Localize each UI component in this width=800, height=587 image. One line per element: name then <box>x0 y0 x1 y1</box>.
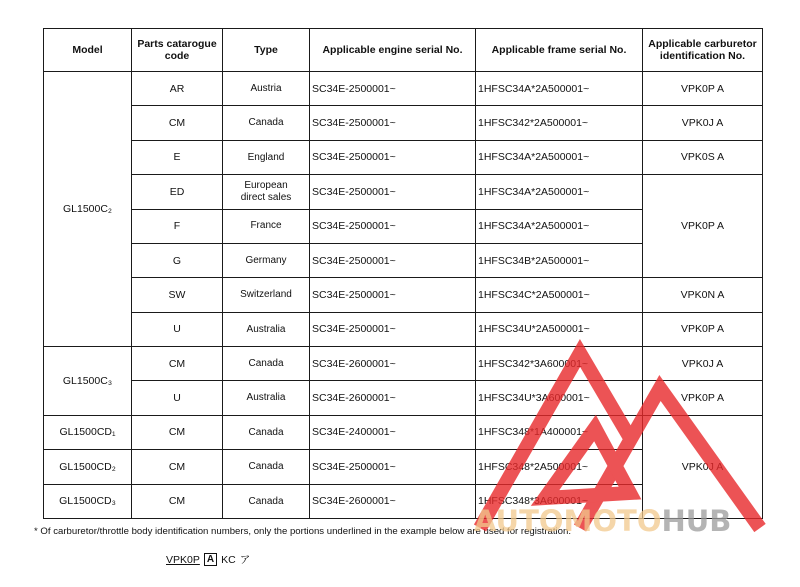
example-boxed-letter: A <box>204 553 217 566</box>
type-cell: England <box>223 140 310 174</box>
frame-serial-cell: 1HFSC34A*2A500001~ <box>476 72 643 106</box>
watermark-text-a: AUTOMOTO <box>474 504 662 538</box>
carburetor-id-cell: VPK0J A <box>643 415 763 518</box>
frame-serial-cell: 1HFSC34A*2A500001~ <box>476 175 643 209</box>
code-cell: E <box>132 140 223 174</box>
carburetor-id-cell: VPK0P A <box>643 312 763 346</box>
frame-serial-cell: 1HFSC34B*2A500001~ <box>476 243 643 277</box>
code-cell: U <box>132 312 223 346</box>
type-cell: Canada <box>223 450 310 484</box>
engine-serial-cell: SC34E-2400001~ <box>310 415 476 449</box>
frame-serial-cell: 1HFSC34U*2A500001~ <box>476 312 643 346</box>
code-cell: CM <box>132 106 223 140</box>
carburetor-id-cell: VPK0S A <box>643 140 763 174</box>
table-row <box>44 140 763 174</box>
carburetor-id-cell: VPK0J A <box>643 106 763 140</box>
type-cell: Austria <box>223 72 310 106</box>
type-cell: Canada <box>223 484 310 519</box>
model-cell: GL1500CD₃ <box>44 484 132 519</box>
table-row <box>44 175 763 209</box>
engine-serial-cell: SC34E-2500001~ <box>310 450 476 484</box>
code-cell: CM <box>132 347 223 381</box>
code-cell: ED <box>132 175 223 209</box>
type-cell: Canada <box>223 106 310 140</box>
header-engine-serial: Applicable engine serial No. <box>310 29 476 72</box>
type-cell: Australia <box>223 381 310 415</box>
type-cell: France <box>223 209 310 243</box>
model-cell: GL1500CD₂ <box>44 450 132 484</box>
table-row <box>44 415 763 449</box>
carburetor-id-cell: VPK0P A <box>643 175 763 278</box>
engine-serial-cell: SC34E-2600001~ <box>310 347 476 381</box>
type-cell: Australia <box>223 312 310 346</box>
type-cell: Canada <box>223 347 310 381</box>
engine-serial-cell: SC34E-2500001~ <box>310 312 476 346</box>
code-cell: CM <box>132 484 223 519</box>
engine-serial-cell: SC34E-2500001~ <box>310 278 476 312</box>
model-cell: GL1500C₂ <box>44 72 132 347</box>
engine-serial-cell: SC34E-2600001~ <box>310 381 476 415</box>
code-cell: AR <box>132 72 223 106</box>
carburetor-id-cell: VPK0P A <box>643 72 763 106</box>
watermark-text <box>474 504 731 538</box>
table-row <box>44 72 763 106</box>
code-cell: F <box>132 209 223 243</box>
frame-serial-cell: 1HFSC34C*2A500001~ <box>476 278 643 312</box>
table-header-row <box>44 29 763 72</box>
footnote: * Of carburetor/throttle body identification numbers, only the portions underlined in the example below are used for registration. <box>34 526 572 537</box>
table-row <box>44 381 763 415</box>
model-cell: GL1500CD₁ <box>44 415 132 449</box>
header-carburetor-id: Applicable carburetor identification No. <box>643 29 763 72</box>
engine-serial-cell: SC34E-2500001~ <box>310 72 476 106</box>
engine-serial-cell: SC34E-2500001~ <box>310 243 476 277</box>
table-row <box>44 106 763 140</box>
carburetor-id-cell: VPK0N A <box>643 278 763 312</box>
frame-serial-cell: 1HFSC348*2A500001~ <box>476 450 643 484</box>
vehicle-identification-table <box>43 28 763 519</box>
frame-serial-cell: 1HFSC348*1A400001~ <box>476 415 643 449</box>
frame-serial-cell: 1HFSC348*3A600001~ <box>476 484 643 519</box>
engine-serial-cell: SC34E-2500001~ <box>310 175 476 209</box>
header-parts-code: Parts catarogue code <box>132 29 223 72</box>
frame-serial-cell: 1HFSC342*3A600001~ <box>476 347 643 381</box>
engine-serial-cell: SC34E-2500001~ <box>310 106 476 140</box>
code-cell: CM <box>132 450 223 484</box>
example-underlined-part: VPK0P <box>166 553 200 566</box>
table-row <box>44 347 763 381</box>
engine-serial-cell: SC34E-2600001~ <box>310 484 476 519</box>
frame-serial-cell: 1HFSC342*2A500001~ <box>476 106 643 140</box>
code-cell: U <box>132 381 223 415</box>
engine-serial-cell: SC34E-2500001~ <box>310 140 476 174</box>
code-cell: G <box>132 243 223 277</box>
table-row <box>44 312 763 346</box>
type-cell: Canada <box>223 415 310 449</box>
header-frame-serial: Applicable frame serial No. <box>476 29 643 72</box>
table-row <box>44 278 763 312</box>
code-cell: SW <box>132 278 223 312</box>
example-suffix: KC <box>221 553 236 566</box>
type-cell: European direct sales <box>223 175 310 209</box>
carburetor-id-cell: VPK0J A <box>643 347 763 381</box>
carburetor-id-example <box>166 552 250 567</box>
frame-serial-cell: 1HFSC34U*3A600001~ <box>476 381 643 415</box>
header-type: Type <box>223 29 310 72</box>
model-cell: GL1500C₃ <box>44 347 132 416</box>
frame-serial-cell: 1HFSC34A*2A500001~ <box>476 209 643 243</box>
engine-serial-cell: SC34E-2500001~ <box>310 209 476 243</box>
frame-serial-cell: 1HFSC34A*2A500001~ <box>476 140 643 174</box>
header-model: Model <box>44 29 132 72</box>
code-cell: CM <box>132 415 223 449</box>
type-cell: Switzerland <box>223 278 310 312</box>
carburetor-id-cell: VPK0P A <box>643 381 763 415</box>
type-cell: Germany <box>223 243 310 277</box>
example-kana: ア <box>239 554 251 566</box>
watermark-text-b: HUB <box>661 504 732 538</box>
